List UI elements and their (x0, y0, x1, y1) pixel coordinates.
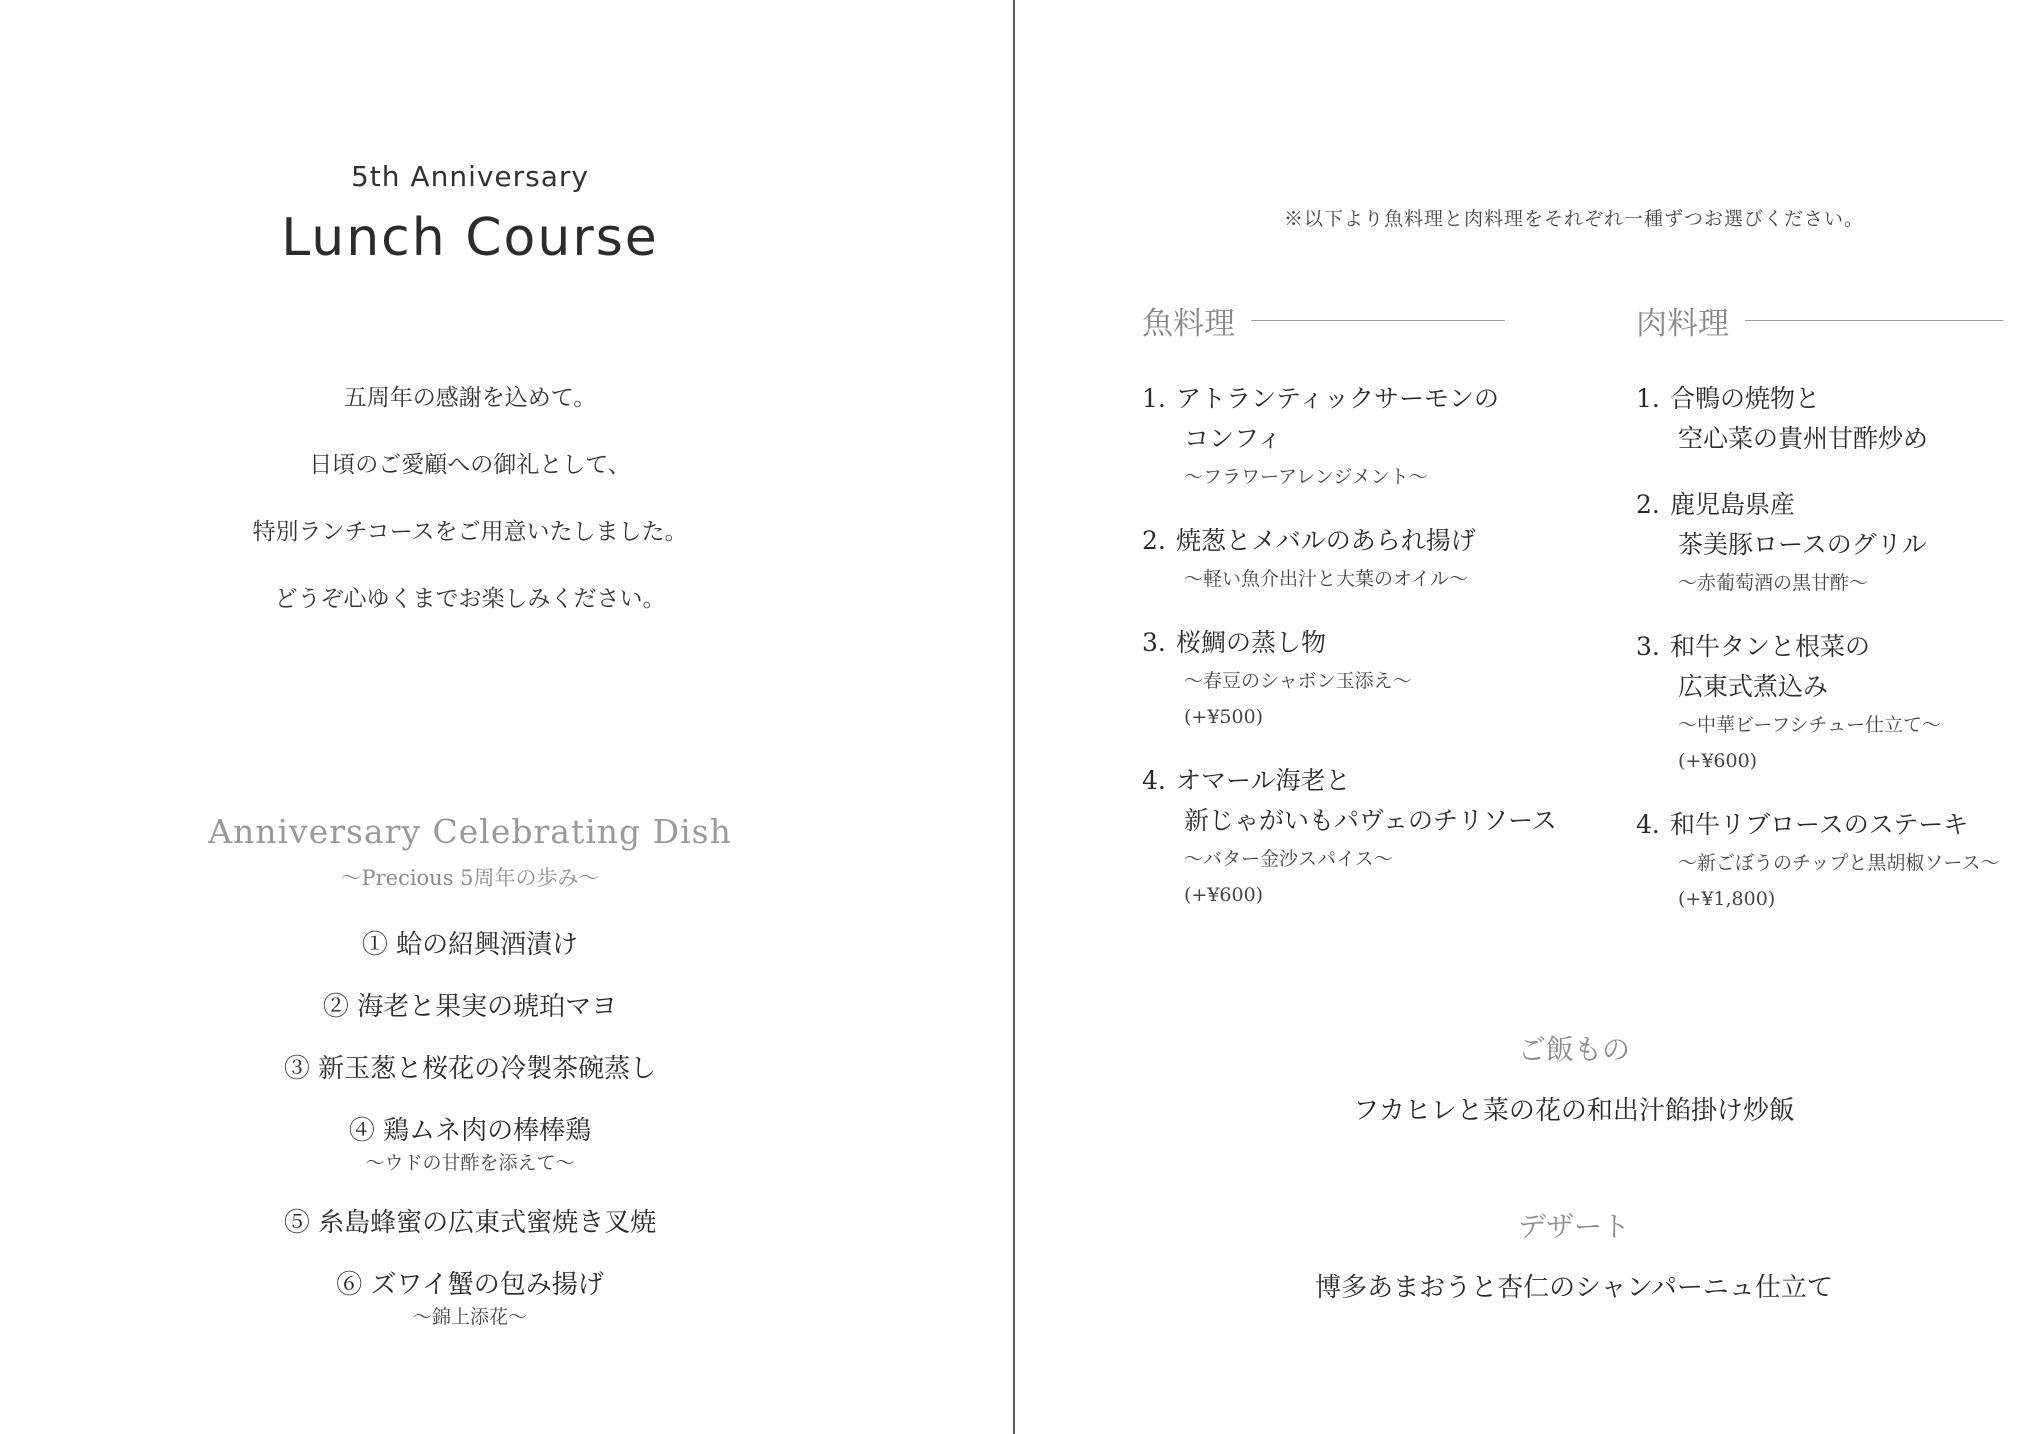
meat-item (1636, 379, 2022, 459)
item-name: 鹿児島県産 (1670, 490, 1796, 519)
item-name: 焼葱とメバルのあられ揚げ (1176, 526, 1476, 555)
course-item (0, 928, 940, 962)
item-name: アトランティックサーモンの (1176, 384, 1500, 413)
fish-item (1142, 521, 1622, 597)
rice-section (1016, 1028, 2024, 1127)
item-number: 2. (1636, 490, 1660, 519)
course-note: ～錦上添花～ (412, 1306, 527, 1328)
intro-line: 特別ランチコースをご用意いたしました。 (252, 519, 688, 545)
item-number: 4. (1142, 766, 1166, 795)
celebrating-dish-heading: Anniversary Celebrating Dish (208, 812, 732, 851)
item-note: ～軽い魚介出汁と大葉のオイル～ (1184, 568, 1469, 590)
course-item (0, 990, 940, 1024)
page-title: Lunch Course (281, 208, 659, 268)
intro-line: どうぞ心ゆくまでお楽しみください。 (274, 586, 666, 612)
fish-item (1142, 761, 1622, 913)
anniversary-subtitle: 5th Anniversary (350, 160, 589, 193)
intro-message (0, 378, 940, 646)
dessert-section (1016, 1205, 2024, 1304)
course-name: ③ 新玉葱と桜花の冷製茶碗蒸し (283, 1054, 657, 1084)
page-divider (1013, 0, 1015, 1434)
item-number: 3. (1142, 628, 1166, 657)
rice-heading: ご飯もの (1517, 1033, 1630, 1066)
right-page (1016, 0, 2024, 1434)
item-name-cont: 新じゃがいもパヴェのチリソース (1184, 806, 1557, 835)
item-number: 3. (1636, 632, 1660, 661)
course-name: ① 蛤の紹興酒漬け (361, 930, 579, 960)
fish-items (1142, 379, 1622, 913)
fish-item (1142, 623, 1622, 735)
item-note: ～春豆のシャボン玉添え～ (1184, 670, 1412, 692)
meat-heading (1636, 298, 2022, 343)
dessert-heading: デザート (1517, 1210, 1630, 1243)
course-item (0, 1268, 940, 1332)
intro-line: 日頃のご愛顧への御礼として、 (309, 452, 631, 478)
meat-heading-rule (1745, 320, 2003, 321)
course-name: ⑤ 糸島蜂蜜の広東式蜜焼き叉焼 (283, 1208, 657, 1238)
meat-items (1636, 379, 2022, 917)
fish-heading (1142, 298, 1622, 343)
item-name-cont: 広東式煮込み (1678, 672, 1829, 701)
item-number: 4. (1636, 810, 1660, 839)
item-price: (+¥600) (1678, 750, 1758, 772)
item-note: ～バター金沙スパイス～ (1184, 848, 1393, 870)
course-note: ～ウドの甘酢を添えて～ (365, 1152, 575, 1174)
course-name: ④ 鶏ムネ肉の棒棒鶏 (348, 1116, 592, 1146)
item-note: ～中華ビーフシチュー仕立て～ (1678, 714, 1941, 736)
course-name: ⑥ ズワイ蟹の包み揚げ (336, 1270, 604, 1300)
item-number: 1. (1142, 384, 1166, 413)
fish-item (1142, 379, 1622, 495)
item-price: (+¥600) (1184, 884, 1264, 906)
item-name-cont: 空心菜の貴州甘酢炒め (1678, 424, 1929, 453)
intro-line: 五周年の感謝を込めて。 (343, 385, 597, 411)
dessert-dish: 博多あまおうと杏仁のシャンパーニュ仕立て (1315, 1273, 1833, 1303)
item-price: (+¥500) (1184, 706, 1264, 728)
fish-column (1142, 298, 1622, 939)
meat-item (1636, 627, 2022, 779)
item-note: ～フラワーアレンジメント～ (1184, 466, 1428, 488)
item-number: 2. (1142, 526, 1166, 555)
course-item (0, 1052, 940, 1086)
fish-heading-rule (1251, 320, 1505, 321)
course-item (0, 1114, 940, 1178)
item-note: ～新ごぼうのチップと黒胡椒ソース～ (1678, 852, 2000, 874)
item-number: 1. (1636, 384, 1660, 413)
item-name: 桜鯛の蒸し物 (1176, 628, 1327, 657)
item-name: 和牛リブロースのステーキ (1670, 810, 1969, 839)
course-item (0, 1206, 940, 1240)
item-name: 和牛タンと根菜の (1670, 632, 1871, 661)
meat-item (1636, 805, 2022, 917)
item-note: ～赤葡萄酒の黒甘酢～ (1678, 572, 1869, 594)
meat-item (1636, 485, 2022, 601)
rice-dish: フカヒレと菜の花の和出汁餡掛け炒飯 (1353, 1096, 1795, 1126)
meat-heading-label: 肉料理 (1636, 306, 1729, 342)
meat-column (1636, 298, 2022, 943)
item-name-cont: 茶美豚ロースのグリル (1678, 530, 1927, 559)
item-price: (+¥1,800) (1678, 888, 1776, 910)
item-name-cont: コンフィ (1184, 424, 1283, 453)
course-list (0, 928, 940, 1360)
course-name: ② 海老と果実の琥珀マヨ (322, 992, 618, 1022)
celebrating-dish-subheading: ～Precious 5周年の歩み～ (340, 866, 600, 890)
selection-notice: ※以下より魚料理と肉料理をそれぞれ一種ずつお選びください。 (1283, 208, 1864, 230)
item-name: 合鴨の焼物と (1670, 384, 1821, 413)
fish-heading-label: 魚料理 (1142, 306, 1235, 342)
item-name: オマール海老と (1176, 766, 1351, 795)
